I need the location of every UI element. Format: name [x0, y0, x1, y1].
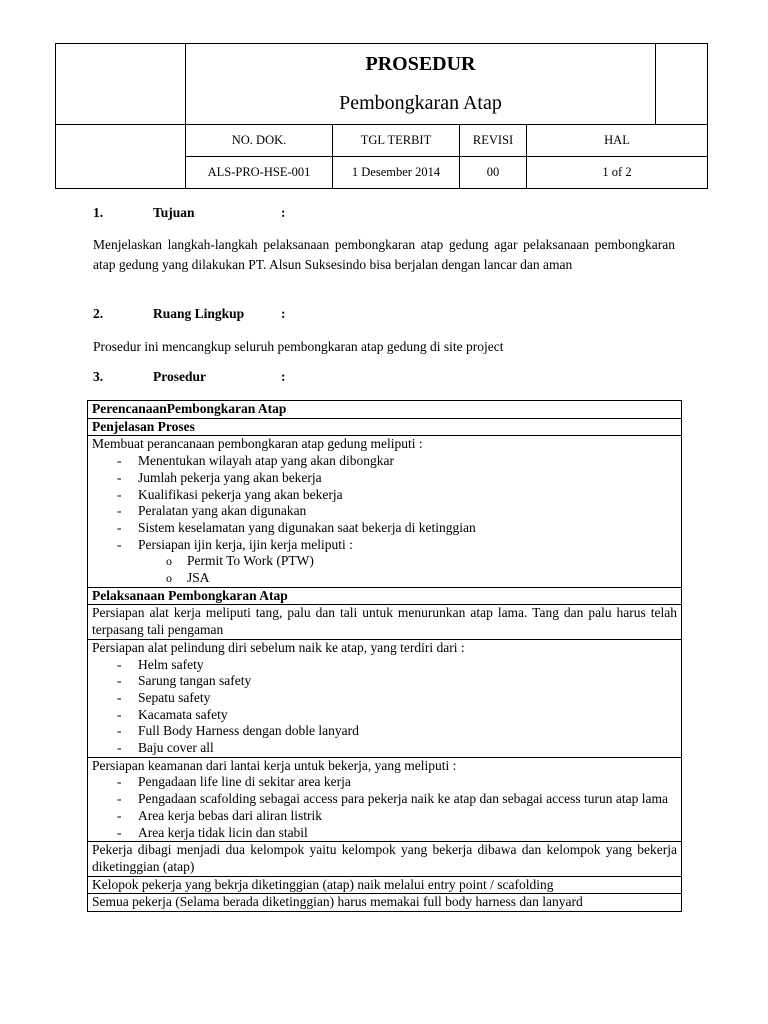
permit-list: [92, 553, 677, 586]
planning-list: [92, 453, 677, 553]
title-cell: [186, 44, 656, 125]
section-label: Tujuan: [153, 205, 195, 220]
col-revisi: REVISI: [460, 125, 527, 157]
execution-title: Pelaksanaan Pembongkaran Atap: [88, 587, 682, 605]
safety-cell: [88, 757, 682, 842]
section-text-ruang-lingkup: Prosedur ini mencangkup seluruh pembongkaran atap gedung di site project: [93, 339, 504, 354]
list-item: - Persiapan ijin kerja, ijin kerja meliputi :: [92, 537, 677, 554]
list-item: - Full Body Harness dengan doble lanyard: [92, 723, 677, 740]
list-item: - Sepatu safety: [92, 690, 677, 707]
list-item: - Peralatan yang akan digunakan: [92, 503, 677, 520]
col-no-dok: NO. DOK.: [186, 125, 333, 157]
section-number: 1.: [93, 205, 104, 220]
list-item: - Area kerja tidak licin dan stabil: [92, 825, 677, 842]
list-item: o JSA: [92, 570, 677, 587]
list-item: o Permit To Work (PTW): [92, 553, 677, 570]
list-item: - Kacamata safety: [92, 707, 677, 724]
groups-text: Pekerja dibagi menjadi dua kelompok yaitu kelompok yang bekerja dibawa dan kelompok yang bekerja diketinggian (atap): [88, 842, 682, 876]
planning-intro: Membuat perancanaan pembongkaran atap gedung meliputi :: [92, 436, 423, 452]
value-no-dok: ALS-PRO-HSE-001: [186, 157, 333, 189]
list-item: - Sistem keselamatan yang digunakan saat bekerja di ketinggian: [92, 520, 677, 537]
harness-text: Semua pekerja (Selama berada diketinggian) harus memakai full body harness dan lanyard: [88, 894, 682, 912]
tools-text: Persiapan alat kerja meliputi tang, palu dan tali untuk menurunkan atap lama. Tang dan palu harus telah terpasang tali pengaman: [88, 605, 682, 639]
value-tgl-terbit: 1 Desember 2014: [333, 157, 460, 189]
list-item: - Sarung tangan safety: [92, 673, 677, 690]
ppe-list: [92, 657, 677, 757]
ppe-intro: Persiapan alat pelindung diri sebelum naik ke atap, yang terdiri dari :: [92, 639, 465, 655]
section-number: 3.: [93, 369, 104, 384]
document-header: [55, 43, 708, 189]
list-item: - Menentukan wilayah atap yang akan dibongkar: [92, 453, 677, 470]
section-colon: :: [281, 369, 286, 384]
list-item: - Kualifikasi pekerja yang akan bekerja: [92, 487, 677, 504]
section-heading-tujuan: [93, 205, 286, 221]
section-heading-prosedur: [93, 369, 286, 385]
list-item: - Pengadaan life line di sekitar area kerja: [92, 774, 677, 791]
value-revisi: 00: [460, 157, 527, 189]
section-label: Prosedur: [153, 369, 206, 384]
logo-cell: [56, 44, 186, 125]
safety-list: [92, 774, 677, 841]
planning-cell: [88, 436, 682, 587]
list-item: - Pengadaan scafolding sebagai access para pekerja naik ke atap dan sebagai access turun atap lama: [92, 791, 677, 808]
list-item: - Area kerja bebas dari aliran listrik: [92, 808, 677, 825]
section-heading-ruang-lingkup: [93, 306, 286, 322]
document-subtitle: Pembongkaran Atap: [339, 92, 502, 114]
list-item: - Jumlah pekerja yang akan bekerja: [92, 470, 677, 487]
access-text: Kelopok pekerja yang bekrja diketinggian (atap) naik melalui entry point / scafolding: [88, 876, 682, 894]
section-colon: :: [281, 306, 286, 321]
header-left-cell: [56, 125, 186, 189]
col-tgl-terbit: TGL TERBIT: [333, 125, 460, 157]
procedure-table: [87, 400, 682, 912]
section-number: 2.: [93, 306, 104, 321]
header-right-cell: [656, 44, 708, 125]
section-text-tujuan: Menjelaskan langkah-langkah pelaksanaan pembongkaran atap gedung agar pelaksanaan pembongkaran atap gedung yang dilakukan PT. Alsun Suksesindo bisa berjalan dengan lancar dan aman: [93, 237, 675, 272]
ppe-cell: [88, 639, 682, 757]
col-hal: HAL: [527, 125, 708, 157]
document-title: PROSEDUR: [365, 53, 476, 75]
list-item: - Helm safety: [92, 657, 677, 674]
safety-intro: Persiapan keamanan dari lantai kerja untuk bekerja, yang meliputi :: [92, 757, 457, 773]
section-label: Ruang Lingkup: [153, 306, 245, 321]
section-colon: :: [281, 205, 286, 220]
list-item: - Baju cover all: [92, 740, 677, 757]
planning-title: PerencanaanPembongkaran Atap: [88, 401, 682, 419]
explanation-title: Penjelasan Proses: [88, 418, 682, 436]
value-hal: 1 of 2: [527, 157, 708, 189]
